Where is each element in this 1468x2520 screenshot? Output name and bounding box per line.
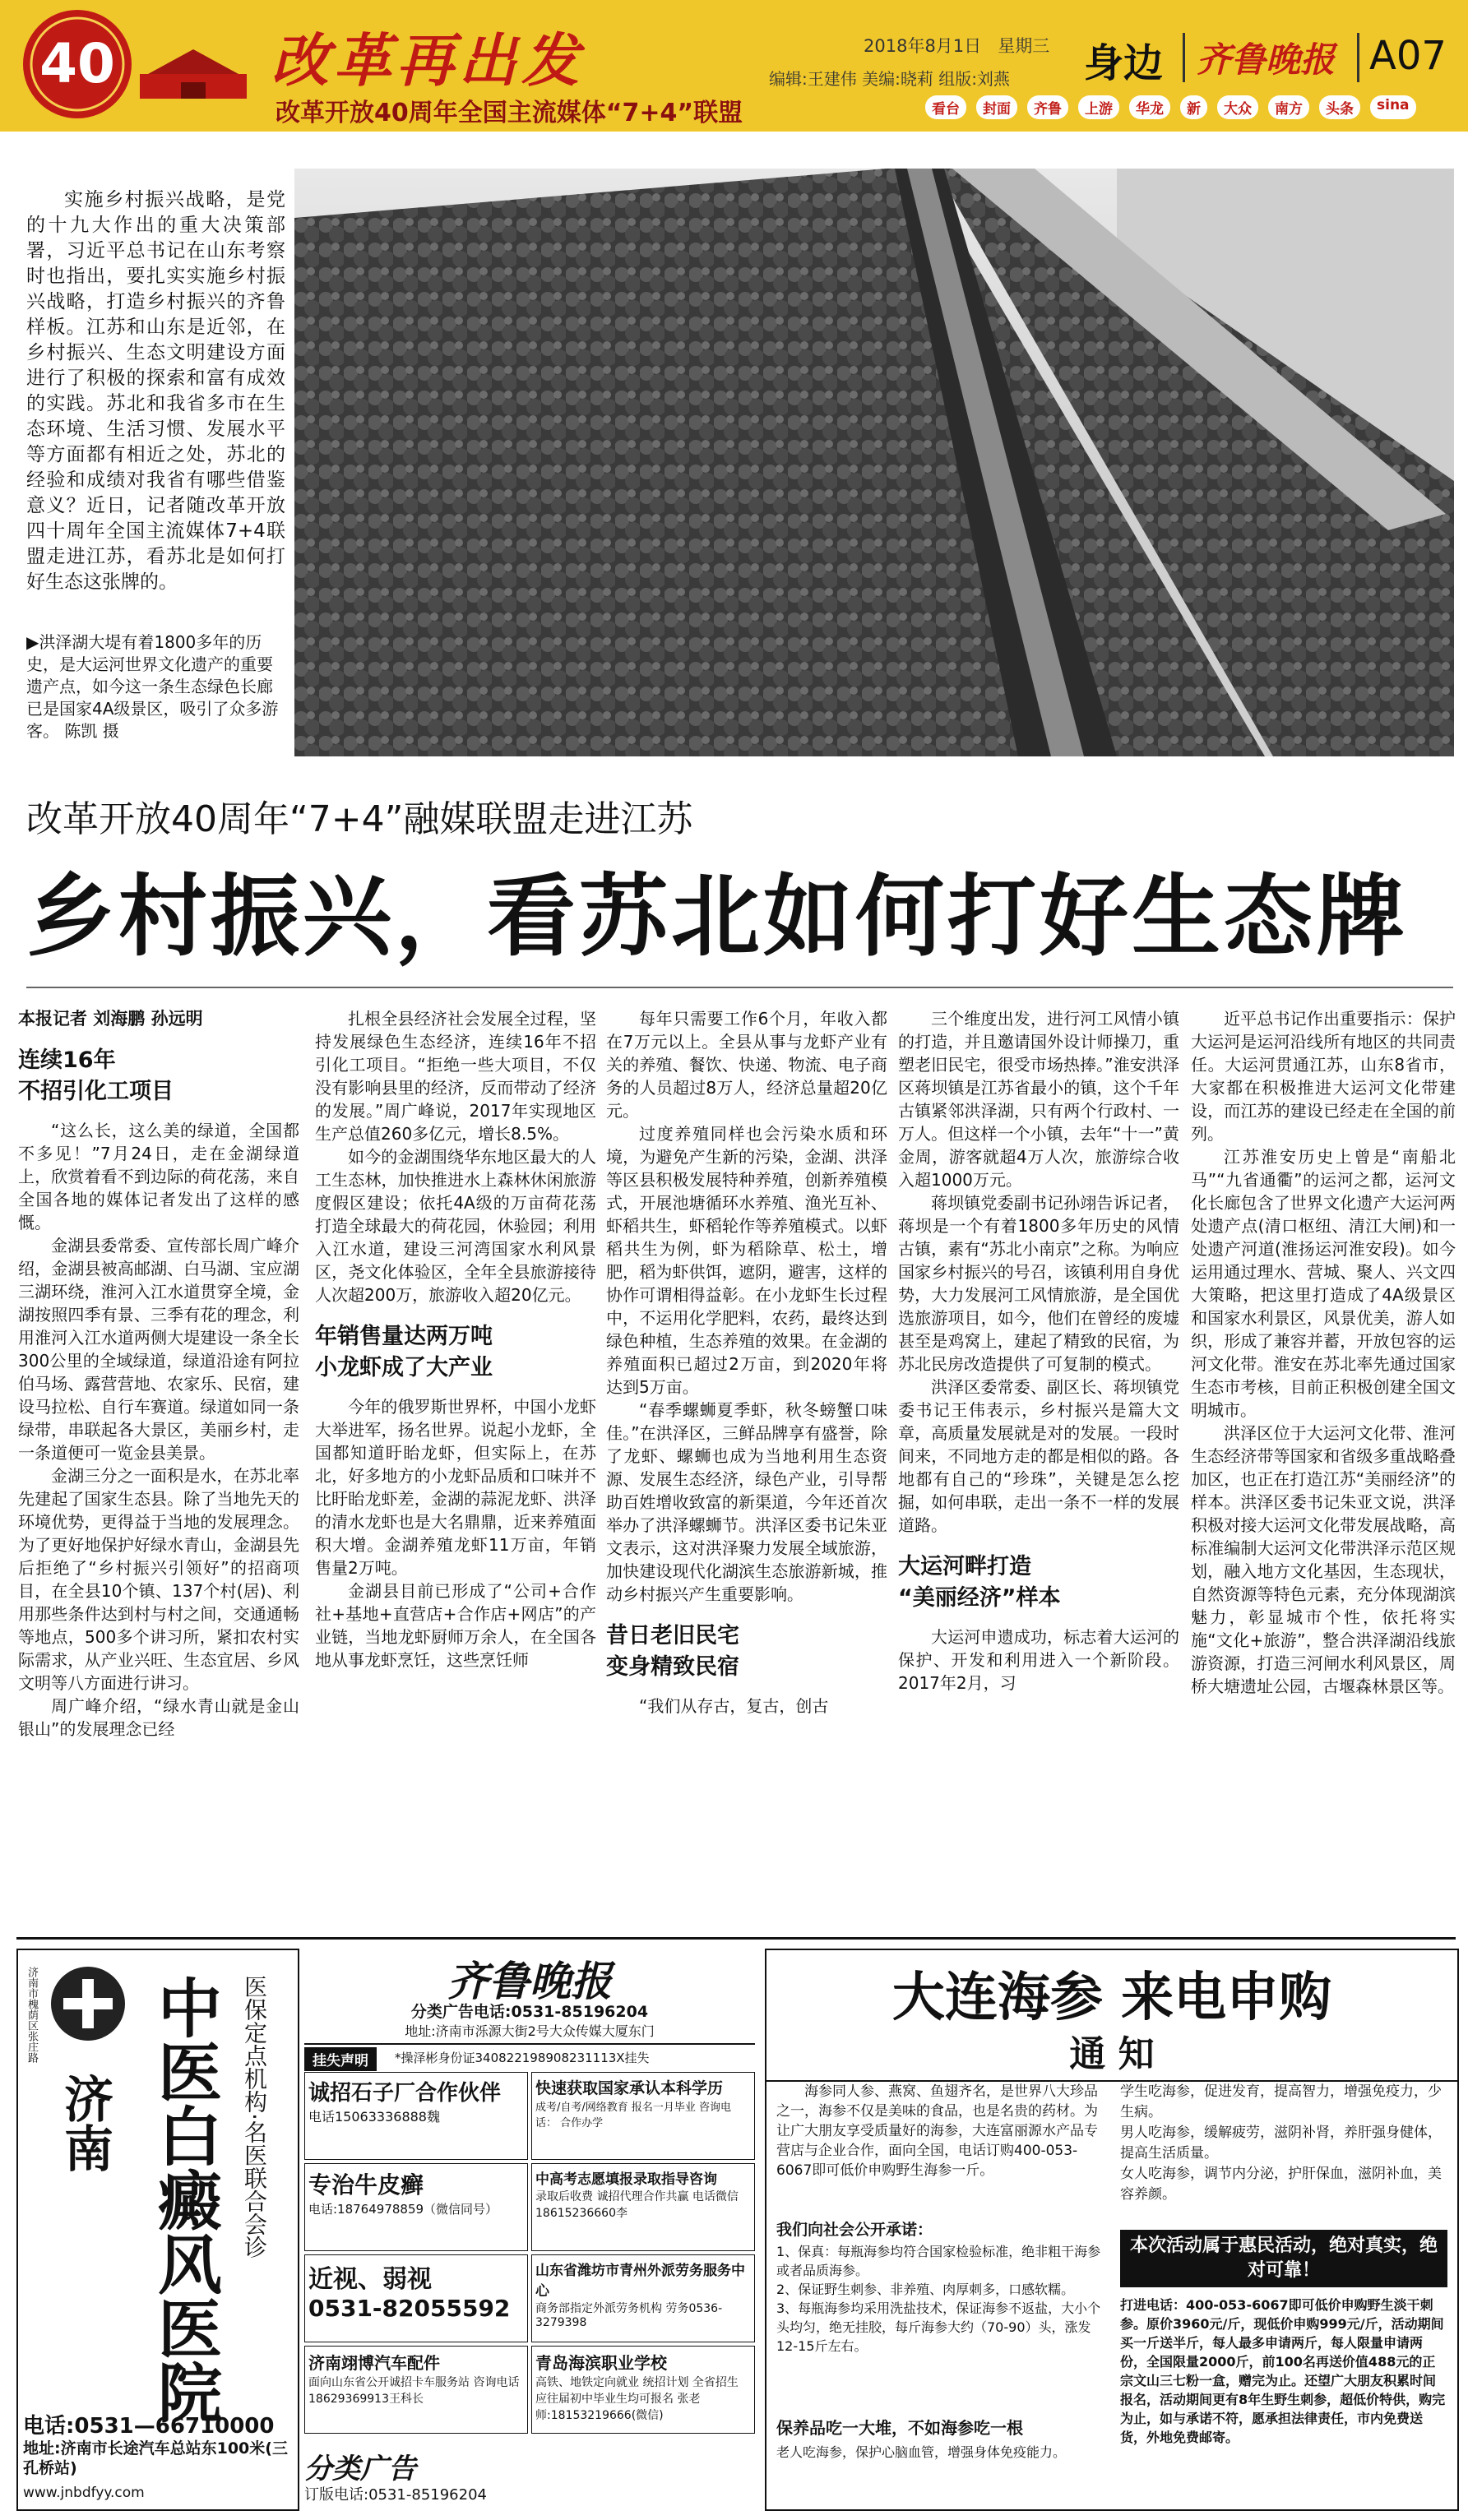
ad-note: 老人吃海参，保护心脑血管，增强身体免疫能力。 (776, 2444, 1067, 2460)
paragraph: 周广峰介绍，“绿水青山就是金山银山”的发展理念已经 (18, 1696, 299, 1739)
paragraph: “我们从存古，复古，创古 (639, 1696, 829, 1716)
dateline (864, 33, 1049, 58)
paper-name: 齐鲁晚报 (1197, 39, 1336, 80)
paragraph: 金湖县委常委、宣传部长周广峰介绍，金湖县被高邮湖、白马湖、宝应湖三湖环绕，淮河入江水道贯穿全境，金湖按照四季有景、三季有花的理念，利用淮河入江水道两侧大堤建设一条全长300公里的全域绿道，绿道沿途有阿拉伯马场、露营营地、农家乐、民宿，建设马拉松、自行车赛道。绿道如同一条绿带，串联起各大景区，美丽乡村，走一条道便可一览金县美景。 (18, 1236, 299, 1463)
ad-phone: 电话:0531—66710000 (23, 2414, 275, 2439)
paragraph: “春季螺蛳夏季虾，秋冬螃蟹口味佳。”在洪泽区，三鲜品牌享有盛誉，除了龙虾、螺蛳也成为当地利用生态资源、发展生态经济，绿色产业，引导帮助百姓增收致富的新渠道，今年还首次举办了洪泽螺蛳节。洪泽区委书记朱亚文表示，这对洪泽聚力发展全域旅游，加快建设现代化湖滨生态旅游新城，推动乡村振兴产生重要影响。 (606, 1400, 887, 1604)
paragraph: 洪泽区委常委、副区长、蒋坝镇党委书记王伟表示，乡村振兴是篇大文章，高质量发展就是对的发展。一段时间来，不同地方走的都是相似的路。各地都有自己的“珍珠”，关键是怎么挖掘，如何串联，走出一条不一样的发展道路。 (898, 1377, 1179, 1535)
ad-tagline: 医保定点机构·名医联合会诊 (241, 1975, 268, 2259)
article-column-2 (315, 1007, 596, 1672)
classified-paper-name: 齐鲁晚报 (447, 1957, 612, 2005)
ad-commit-item: 2、保证野生刺参、非养殖、肉厚刺多，口感软糯。 (776, 2282, 1075, 2297)
lead-photo (294, 169, 1454, 756)
ad-body: 海参同人参、燕窝、鱼翅齐名，是世界八大珍品之一，海参不仅是美味的食品，也是名贵的药材。为让广大朋友享受质量好的海参，大连富丽源水产品专营店与企业合作，面向全国，电话订购400-053-6067即可低价申购野生海参一斤。 (776, 2083, 1098, 2179)
classified-cell: 专治牛皮癣 电话:18764978859（微信同号） (304, 2163, 528, 2251)
ad-subtitle: 通 知 (766, 2024, 1457, 2082)
media-logo: 大众 (1217, 95, 1258, 119)
paragraph: 每年只需要工作6个月，年收入都在7万元以上。全县从事与龙虾产业有关的养殖、餐饮、快递、物流、电子商务的人员超过8万人，经济总量超20亿元。 (606, 1009, 887, 1121)
paragraph: 扎根全县经济社会发展全过程，坚持发展绿色生态经济，连续16年不招引化工项目。“拒绝一些大项目，不仅没有影响县里的经济，反而带动了经济的发展。”周广峰说，2017年实现地区生产总值260多亿元，增长8.5%。 (315, 1009, 596, 1144)
classified-grid (304, 2072, 755, 2434)
ad-commit-item: 3、每瓶海参均采用洗盐技术，保证海参不返盐，大小个头均匀，绝无挂胶，每斤海参大约（70-90）头，涨发12-15斤左右。 (776, 2300, 1101, 2354)
media-logo: 齐鲁 (1027, 95, 1068, 119)
lost-notice-text: *操泽彬身份证340822198908231113X挂失 (395, 2051, 650, 2065)
classified-cell: 青岛海滨职业学校 高铁、地铁定向就业 统招计划 全省招生 应往届初中毕业生均可报名 张老师:18153219666(微信) (531, 2346, 755, 2434)
svg-text:40: 40 (39, 32, 115, 95)
main-headline: 乡村振兴，看苏北如何打好生态牌 (26, 865, 1409, 969)
tiananmen-emblem (132, 33, 255, 107)
subheading: 昔日老旧民宅 变身精致民宿 (606, 1623, 739, 1680)
hospital-name: 中医白癜风医院 (147, 1975, 222, 2424)
divider (26, 987, 1453, 988)
hospital-logo-icon (51, 1967, 125, 2041)
paragraph: “这么长，这么美的绿道，全国都不多见！”7月24日，走在金湖绿道上，欣赏着看不到边际的荷花荡，来自全国各地的媒体记者发出了这样的感慨。 (18, 1121, 299, 1232)
article-column-1 (18, 1007, 299, 1741)
date: 2018年8月1日 (864, 36, 982, 56)
media-logo: 华龙 (1129, 95, 1170, 119)
media-logo: 封面 (976, 95, 1017, 119)
media-logo: 头条 (1319, 95, 1360, 119)
kicker-headline: 改革开放40周年“7+4”融媒联盟走进江苏 (26, 798, 693, 840)
subheading: 大运河畔打造 “美丽经济”样本 (898, 1554, 1061, 1611)
ad-commit-item: 1、保真：每瓶海参均符合国家检验标准，绝非粗干海参或者品质海参。 (776, 2244, 1101, 2278)
ad-commit-list (776, 2242, 1105, 2356)
classified-cell: 山东省潍坊市青州外派劳务服务中心 商务部指定外派劳务机构 劳务0536-3279398 (531, 2254, 755, 2342)
editors-line: 编辑:王建伟 美编:晓莉 组版:刘燕 (769, 69, 1010, 89)
classified-address: 地址:济南市泺源大街2号大众传媒大厦东门 (304, 2021, 755, 2045)
paragraph: 近平总书记作出重要指示：保护大运河是运河沿线所有地区的共同责任。大运河贯通江苏，山东8省市，大家都在积极推进大运河文化带建设，而江苏的建设已经走在全国的前列。 (1191, 1009, 1456, 1144)
media-logo: 看台 (925, 95, 966, 119)
classified-cell: 中高考志愿填报录取指导咨询 录取后收费 诚招代理合作共赢 电话微信18615236660李 (531, 2163, 755, 2251)
weekday: 星期三 (998, 36, 1050, 56)
subslogan: 改革开放40周年全国主流媒体“7+4”联盟 (276, 99, 743, 127)
ad-benefit-item: 学生吃海参，促进发育，提高智力，增强免疫力，少生病。 (1120, 2083, 1442, 2120)
reporter-byline: 本报记者 刘海鹏 孙远明 (18, 1009, 203, 1029)
ad-url: www.jnbdfyy.com (23, 2485, 145, 2501)
ad-city: 济南 (56, 2074, 113, 2172)
classified-ads (304, 1949, 755, 2508)
article-column-4 (898, 1007, 1179, 1695)
ad-divider (16, 1937, 1456, 1940)
section-name: 身边 (1084, 40, 1164, 86)
ad-slogan: 保养品吃一大堆，不如海参吃一根 (776, 2418, 1023, 2438)
classified-cell: 近视、弱视 0531-82055592 (304, 2254, 528, 2342)
subheading: 连续16年 不招引化工项目 (18, 1047, 174, 1104)
masthead (0, 0, 1468, 132)
ad-side-note: 济南市槐荫区张庄路 (25, 1967, 38, 2063)
media-logo: 上游 (1078, 95, 1119, 119)
ad-benefit-item: 男人吃海参，缓解疲劳，滋阴补肾，养肝强身健体，提高生活质量。 (1120, 2125, 1442, 2162)
photo-caption: ▶洪泽湖大堤有着1800多年的历史，是大运河世界文化遗产的重要遗产点，如今这一条生态绿色长廊已是国家4A级景区，吸引了众多游客。 陈凯 摄 (26, 632, 279, 741)
article-column-5 (1191, 1007, 1456, 1698)
media-logo: 南方 (1268, 95, 1309, 119)
page-number: A07 (1369, 33, 1447, 79)
paragraph: 江苏淮安历史上曾是“南船北马”“九省通衢”的运河之都，运河文化长廊包含了世界文化遗产大运河两处遗产点(清口枢纽、清江大闸)和一处遗产河道(淮扬运河淮安段)。如今运用通过理水、营城、聚人、兴文四大策略，把这里打造成了4A级景区和国家水利景区，风景优美，游人如织，形成了兼容并蓄，开放包容的运河文化带。淮安在苏北率先通过国家生态市考核，目前正积极创建全国文明城市。 (1191, 1147, 1456, 1420)
classified-cell: 快速获取国家承认本科学历 成考/自考/网络教育 报名一月毕业 咨询电话： 合作办学 (531, 2072, 755, 2160)
slogan: 改革再出发 (271, 26, 584, 95)
subheading: 年销售量达两万吨 小龙虾成了大产业 (315, 1324, 493, 1380)
ad-commit-title: 我们向社会公开承诺： (776, 2221, 933, 2239)
ad-benefit-list (1120, 2082, 1447, 2205)
classified-footer-phone: 订版电话:0531-85196204 (304, 2486, 487, 2504)
paragraph: 今年的俄罗斯世界杯，中国小龙虾大举进军，扬名世界。说起小龙虾，全国都知道盱眙龙虾，但实际上，在苏北，好多地方的小龙虾品质和口味并不比盱眙龙虾差，金湖的蒜泥龙虾、洪泽的清水龙虾也是大名鼎鼎，近来养殖面积大增。金湖养殖龙虾11万亩，年销售量2万吨。 (315, 1397, 596, 1578)
paragraph: 三个维度出发，进行河工风情小镇的打造，并且邀请国外设计师操刀，重塑老旧民宅，很受市场热捧。”淮安洪泽区蒋坝镇是江苏省最小的镇，这个千年古镇紧邻洪泽湖，只有两个行政村、一万人。但这样一个小镇，去年“十一”黄金周，游客就超4万人次，旅游综合收入超1000万元。 (898, 1009, 1179, 1190)
classified-cell: 济南翊博汽车配件 面向山东省公开诚招卡车服务站 咨询电话18629369913王科长 (304, 2346, 528, 2434)
intro-text: 实施乡村振兴战略，是党的十九大作出的重大决策部署，习近平总书记在山东考察时也指出，要扎实实施乡村振兴战略，打造乡村振兴的齐鲁样板。江苏和山东是近邻，在乡村振兴、生态文明建设方面进行了积极的探索和富有成效的实践。苏北和我省多市在生态环境、生活习惯、发展水平等方面都有相近之处，苏北的经验和成绩对我省有哪些借鉴意义？近日，记者随改革开放四十周年全国主流媒体7+4联盟走进江苏，看苏北是如何打好生态这张牌的。 (26, 189, 285, 593)
classified-footer: 分类广告 (304, 2453, 416, 2485)
sea-cucumber-ad (765, 1949, 1459, 2511)
ad-title: 大连海参 来电申购 (891, 1967, 1332, 2028)
paragraph: 洪泽区位于大运河文化带、淮河生态经济带等国家和省级多重战略叠加区，也正在打造江苏“美丽经济”的样本。洪泽区委书记朱亚文说，洪泽积极对接大运河文化带发展战略，高标准编制大运河文化带洪泽示范区规划，融入地方文化基因，生态现状，自然资源等特色元素，充分体现湖滨魅力，彰显城市个性，依托将实施“文化+旅游”，整合洪泽湖沿线旅游资源，打造三河闸水利风景区，周桥大塘遗址公园，古堰森林景区等。 (1191, 1423, 1456, 1696)
media-logos (925, 95, 1416, 119)
ad-address: 地址:济南市长途汽车总站东100米(三孔桥站) (23, 2439, 288, 2477)
hospital-ad (16, 1949, 299, 2511)
ad-order-text: 打进电话：400-053-6067即可低价申购野生淡干刺参。原价3960元/斤，现低价申购999元/斤，活动期间买一斤送半斤，每人最多申请两斤，每人限量申请两份，全国限量2000斤，前100名再送价值488元的正宗文山三七粉一盒，赠完为止。还望广大朋友积累时间报名，活动期间更有8年生野生刺参，超低价特供，购完为止，如与承诺不符，愿承担法律责任，市内免费送货，外地免费邮寄。 (1120, 2297, 1446, 2445)
classified-phone: 分类广告电话:0531-85196204 (410, 2003, 649, 2021)
masthead-divider (1183, 33, 1185, 82)
anniversary-40-logo (20, 7, 135, 122)
media-logo: sina (1370, 95, 1416, 119)
paragraph: 金湖三分之一面积是水，在苏北率先建起了国家生态县。除了当地先天的环境优势，更得益于当地的发展理念。为了更好地保护好绿水青山，金湖县先后拒绝了“乡村振兴引领好”的招商项目，在全县10个镇、137个村(居)、利用那些条件达到村与村之间，交通通畅等地点，500多个讲习所，紧扣农村实际需求，从产业兴旺、生态宜居、乡风文明等八方面进行讲习。 (18, 1466, 299, 1693)
paragraph: 大运河申遗成功，标志着大运河的保护、开发和利用进入一个新阶段。2017年2月，习 (898, 1627, 1179, 1693)
media-logo: 新 (1180, 95, 1207, 119)
ad-highlight-box: 本次活动属于惠民活动，绝对真实，绝对可靠！ (1120, 2230, 1447, 2287)
paragraph: 过度养殖同样也会污染水质和环境，为避免产生新的污染，金湖、洪泽等区县积极发展特种养殖，创新养殖模式，开展池塘循环水养殖、渔光互补、虾稻共生，虾稻轮作等养殖模式。以虾稻共生为例，虾为稻除草、松土，增肥，稻为虾供饵，遮阴，避害，这样的协作可谓相得益彰。在小龙虾生长过程中，不运用化学肥料，农药，最终达到绿色种植，生态养殖的效果。在金湖的养殖面积已超过2万亩，到2020年将达到5万亩。 (606, 1124, 887, 1397)
lost-notice-label: 挂失声明 (304, 2047, 377, 2071)
masthead-divider (1357, 33, 1359, 82)
classified-cell: 诚招石子厂合作伙伴 电话15063336888魏 (304, 2072, 528, 2160)
ad-benefit-item: 女人吃海参，调节内分泌，护肝保血，滋阴补血，美容养颜。 (1120, 2166, 1442, 2203)
paragraph: 蒋坝镇党委副书记孙翊告诉记者，蒋坝是一个有着1800多年历史的风情古镇，素有“苏北小南京”之称。为响应国家乡村振兴的号召，该镇利用自身优势，大力发展河工风情旅游，是全国优选旅游项目，如今，他们在曾经的废墟甚至是鸡窝上，建起了精致的民宿，为苏北民房改造提供了可复制的模式。 (898, 1193, 1179, 1374)
paragraph: 金湖县目前已形成了“公司+合作社+基地+直营店+合作店+网店”的产业链，当地龙虾厨师万余人，在全国各地从事龙虾烹饪，这些烹饪师 (315, 1581, 596, 1670)
article-column-3 (606, 1007, 887, 1718)
paragraph: 如今的金湖围绕华东地区最大的人工生态林，加快推进水上森林休闲旅游度假区建设；依托4A级的万亩荷花荡打造全球最大的荷花园，休验园；利用入江水道，建设三河湾国家水利风景区，尧文化体验区，全年全县旅游接待人次超200万，旅游收入超20亿元。 (315, 1147, 596, 1305)
